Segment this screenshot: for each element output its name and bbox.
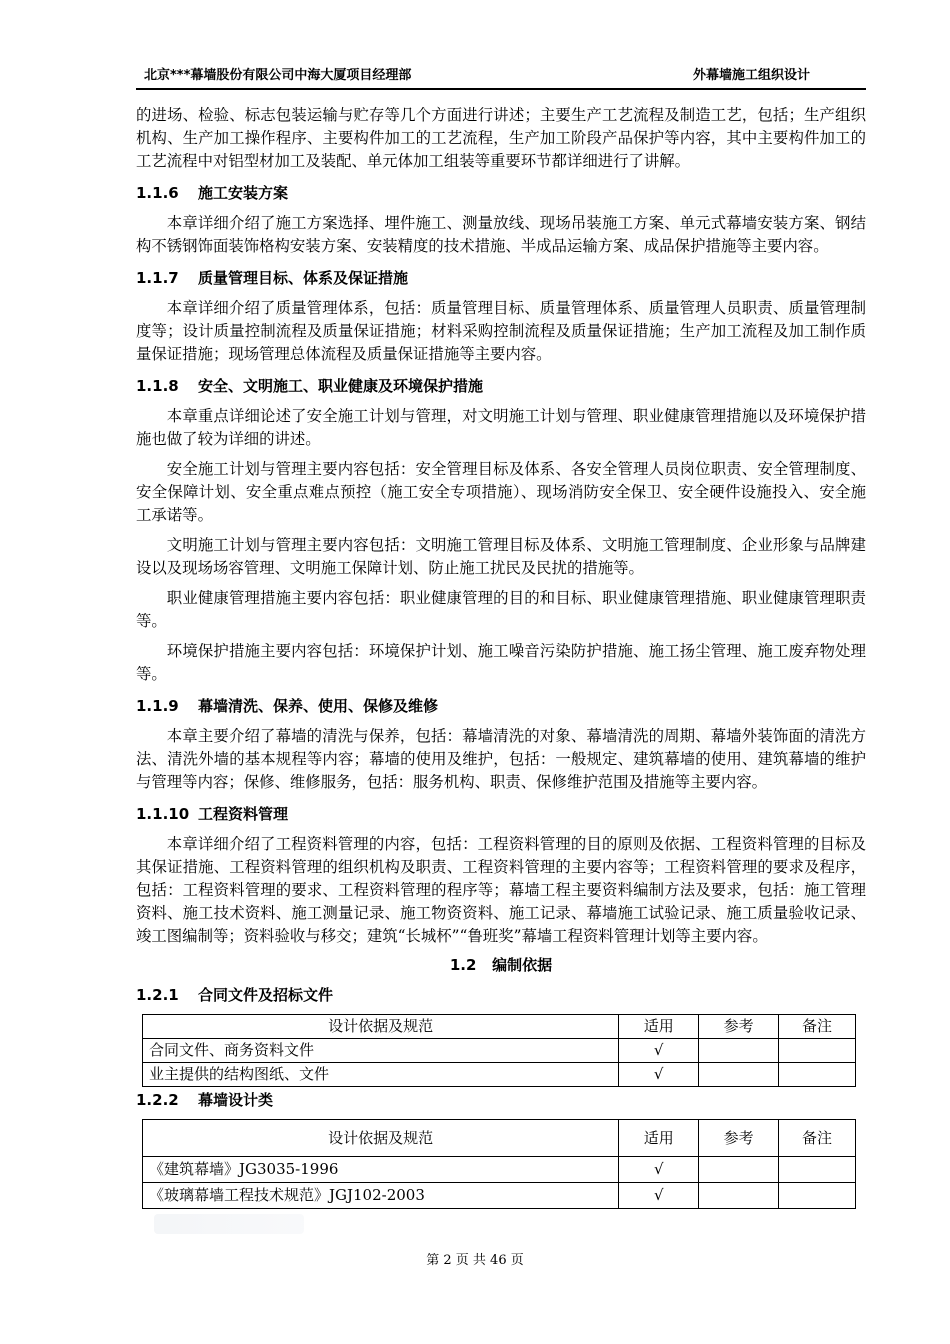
column-header: 备注 [779,1120,856,1157]
section-1-2-2-heading [136,1087,866,1113]
section-title: 安全、文明施工、职业健康及环境保护措施 [198,377,484,395]
cell-reference [699,1183,779,1209]
cell-applicable: √ [619,1157,699,1183]
header-doc-title: 外幕墙施工组织设计 [692,68,810,83]
table-header-row [143,1015,856,1039]
section-1-1-7-heading [136,265,866,291]
section-1-1-9-paragraph: 本章主要介绍了幕墙的清洗与保养，包括：幕墙清洗的对象、幕墙清洗的周期、幕墙外装饰面的清洗方法、清洗外墙的基本规程等内容；幕墙的使用及维护，包括：一般规定、建筑幕墙的使用、建筑幕墙的维护与管理等内容；保修、维修服务，包括：服务机构、职责、保修维护范围及措施等主要内容。 [136,727,866,791]
curtain-wall-design-table [142,1119,856,1209]
section-1-1-6-heading [136,180,866,206]
header-company: 北京***幕墙股份有限公司中海大厦项目经理部 [144,68,412,83]
section-1-1-8-heading [136,373,866,399]
page-header [136,62,866,90]
page-content [136,104,866,1209]
table-header-row [143,1120,856,1157]
section-1-1-10-heading [136,801,866,827]
section-1-1-8-paragraph-3: 文明施工计划与管理主要内容包括：文明施工管理目标及体系、文明施工管理制度、企业形象与品牌建设以及现场场容管理、文明施工保障计划、防止施工扰民及民扰的措施等。 [136,536,866,577]
cell-basis: 《建筑幕墙》JG3035-1996 [143,1157,619,1183]
cell-applicable: √ [619,1039,699,1063]
page-footer: 第 2 页 共 46 页 [426,1253,524,1268]
cell-basis: 《玻璃幕墙工程技术规范》JGJ102-2003 [143,1183,619,1209]
cell-basis: 合同文件、商务资料文件 [143,1039,619,1063]
cell-reference [699,1157,779,1183]
column-header: 参考 [699,1015,779,1039]
section-number: 1.1.8 [136,377,179,395]
column-header: 设计依据及规范 [143,1120,619,1157]
cell-reference [699,1063,779,1087]
cell-remark [779,1039,856,1063]
section-title: 施工安装方案 [198,184,289,202]
table-row [143,1063,856,1087]
section-title: 质量管理目标、体系及保证措施 [198,269,409,287]
cell-remark [779,1183,856,1209]
section-1-1-7-paragraph: 本章详细介绍了质量管理体系，包括：质量管理目标、质量管理体系、质量管理人员职责、质量管理制度等；设计质量控制流程及质量保证措施；材料采购控制流程及质量保证措施；生产加工流程及加工制作质量保证措施；现场管理总体流程及质量保证措施等主要内容。 [136,299,866,363]
table-row [143,1039,856,1063]
cell-basis: 业主提供的结构图纸、文件 [143,1063,619,1087]
section-title: 合同文件及招标文件 [198,986,334,1004]
section-1-1-8-paragraph-2: 安全施工计划与管理主要内容包括：安全管理目标及体系、各安全管理人员岗位职责、安全管理制度、安全保障计划、安全重点难点预控（施工安全专项措施）、现场消防安全保卫、安全硬件设施投入、安全施工承诺等。 [136,460,866,524]
cell-applicable: √ [619,1063,699,1087]
section-number: 1.1.7 [136,269,179,287]
section-number: 1.1.9 [136,697,179,715]
section-1-1-8-paragraph-1: 本章重点详细论述了安全施工计划与管理，对文明施工计划与管理、职业健康管理措施以及环境保护措施也做了较为详细的讲述。 [136,407,866,448]
section-1-1-9-heading [136,693,866,719]
section-number: 1.2.1 [136,986,179,1004]
section-1-1-8-paragraph-4: 职业健康管理措施主要内容包括：职业健康管理的目的和目标、职业健康管理措施、职业健康管理职责等。 [136,589,866,630]
contract-documents-table [142,1014,856,1087]
section-number: 1.1.10 [136,805,190,823]
section-1-1-8-paragraph-5: 环境保护措施主要内容包括：环境保护计划、施工噪音污染防护措施、施工扬尘管理、施工废弃物处理等。 [136,642,866,683]
faint-watermark [154,1214,304,1234]
cell-applicable: √ [619,1183,699,1209]
table-row [143,1157,856,1183]
column-header: 设计依据及规范 [143,1015,619,1039]
column-header: 参考 [699,1120,779,1157]
section-title: 工程资料管理 [198,805,289,823]
section-1-1-6-paragraph: 本章详细介绍了施工方案选择、埋件施工、测量放线、现场吊装施工方案、单元式幕墙安装方案、钢结构不锈钢饰面装饰格构安装方案、安装精度的技术措施、半成品运输方案、成品保护措施等主要内容。 [136,214,866,255]
section-number: 1.1.6 [136,184,179,202]
column-header: 适用 [619,1015,699,1039]
cell-reference [699,1039,779,1063]
column-header: 适用 [619,1120,699,1157]
section-1-2-1-heading [136,982,866,1008]
cell-remark [779,1063,856,1087]
section-1-1-10-paragraph: 本章详细介绍了工程资料管理的内容，包括：工程资料管理的目的原则及依据、工程资料管理的目标及其保证措施、工程资料管理的组织机构及职责、工程资料管理的主要内容等；工程资料管理的要求及程序，包括：工程资料管理的要求、工程资料管理的程序等；幕墙工程主要资料编制方法及要求，包括：施工管理资料、施工技术资料、施工测量记录、施工物资资料、施工记录、幕墙施工试验记录、施工质量验收记录、竣工图编制等；资料验收与移交；建筑“长城杯”“鲁班奖”幕墙工程资料管理计划等主要内容。 [136,835,866,945]
section-number: 1.2 [449,956,477,974]
table-row [143,1183,856,1209]
section-number: 1.2.2 [136,1091,179,1109]
section-title: 编制依据 [492,956,553,974]
section-title: 幕墙设计类 [198,1091,274,1109]
section-title: 幕墙清洗、保养、使用、保修及维修 [198,697,439,715]
column-header: 备注 [779,1015,856,1039]
cell-remark [779,1157,856,1183]
section-1-2-heading [136,952,866,978]
intro-paragraph: 的进场、检验、标志包装运输与贮存等几个方面进行讲述；主要生产工艺流程及制造工艺，包括；生产组织机构、生产加工操作程序、主要构件加工的工艺流程，生产加工阶段产品保护等内容，其中主要构件加工的工艺流程中对铝型材加工及装配、单元体加工组装等重要环节都详细进行了讲解。 [136,106,866,170]
